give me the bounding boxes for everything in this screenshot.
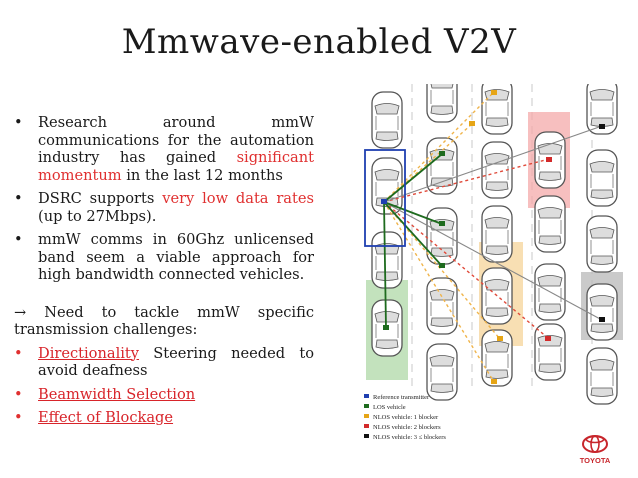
- legend-label: Reference transmitter: [373, 394, 430, 401]
- los-marker: [439, 263, 445, 268]
- bullet-marker: •: [14, 231, 23, 248]
- nlos3-marker: [599, 124, 605, 129]
- bullet-text: (up to 27Mbps).: [38, 207, 157, 225]
- legend-label: NLOS vehicle: 3 ≤ blockers: [373, 434, 446, 441]
- bullet-highlight: significant momentum: [38, 149, 314, 184]
- bullet-item: [14, 190, 314, 225]
- bullet-list: [14, 114, 314, 433]
- challenge-item: [14, 345, 314, 380]
- bullet-marker: •: [14, 409, 23, 426]
- nlos2-marker: [545, 336, 551, 341]
- legend-label: NLOS vehicle: 1 blocker: [373, 414, 439, 421]
- los-marker: [439, 151, 445, 156]
- bullet-item: [14, 231, 314, 284]
- legend-swatch: [364, 414, 369, 418]
- vehicles: [372, 84, 617, 404]
- nlos3-marker: [599, 317, 605, 322]
- legend-swatch: [364, 394, 369, 398]
- bullet-marker: •: [14, 190, 23, 207]
- bullet-marker: •: [14, 385, 23, 403]
- legend-label: LOS vehicle: [373, 404, 406, 411]
- arrow-statement: → Need to tackle mmW specific transmission challenges:: [14, 303, 314, 338]
- toyota-emblem-icon: [572, 432, 618, 468]
- challenge-item: [14, 386, 314, 404]
- los-marker: [439, 221, 445, 226]
- legend-swatch: [364, 434, 369, 438]
- bullet-highlight: very low data rates: [162, 190, 314, 207]
- challenge-lead: Effect of Blockage: [38, 409, 174, 426]
- nlos1-marker: [491, 379, 497, 384]
- logo-text: TOYOTA: [579, 456, 611, 465]
- legend-swatch: [364, 404, 369, 408]
- bullet-marker: •: [14, 114, 23, 131]
- slide-title: Mmwave-enabled V2V: [121, 22, 517, 62]
- nlos1-marker: [469, 121, 475, 126]
- los-marker: [383, 325, 389, 330]
- nlos1-marker: [491, 90, 497, 95]
- legend-swatch: [364, 424, 369, 428]
- bullet-text: in the last 12 months: [121, 166, 283, 184]
- bullet-text: DSRC supports: [38, 190, 163, 207]
- toyota-logo: [572, 432, 618, 468]
- challenge-rest: Steering needed to avoid deafness: [38, 344, 314, 379]
- legend: [364, 394, 446, 441]
- legend-label: NLOS vehicle: 2 blockers: [373, 424, 441, 431]
- nlos1-marker: [497, 336, 503, 341]
- bullet-text: mmW comms in 60Ghz unlicensed band seem a viable approach for high bandwidth connected vehicles.: [38, 231, 314, 283]
- v2v-diagram: [352, 84, 634, 452]
- challenge-item: [14, 409, 314, 427]
- challenge-lead: Directionality: [38, 344, 140, 362]
- reference-marker: [381, 199, 387, 204]
- nlos2-marker: [546, 157, 552, 162]
- challenge-lead: Beamwidth Selection: [38, 385, 196, 403]
- bullet-item: [14, 114, 314, 184]
- bullet-text: Research around mmW communications for the automation industry has gained: [38, 114, 314, 166]
- bullet-marker: •: [14, 344, 23, 362]
